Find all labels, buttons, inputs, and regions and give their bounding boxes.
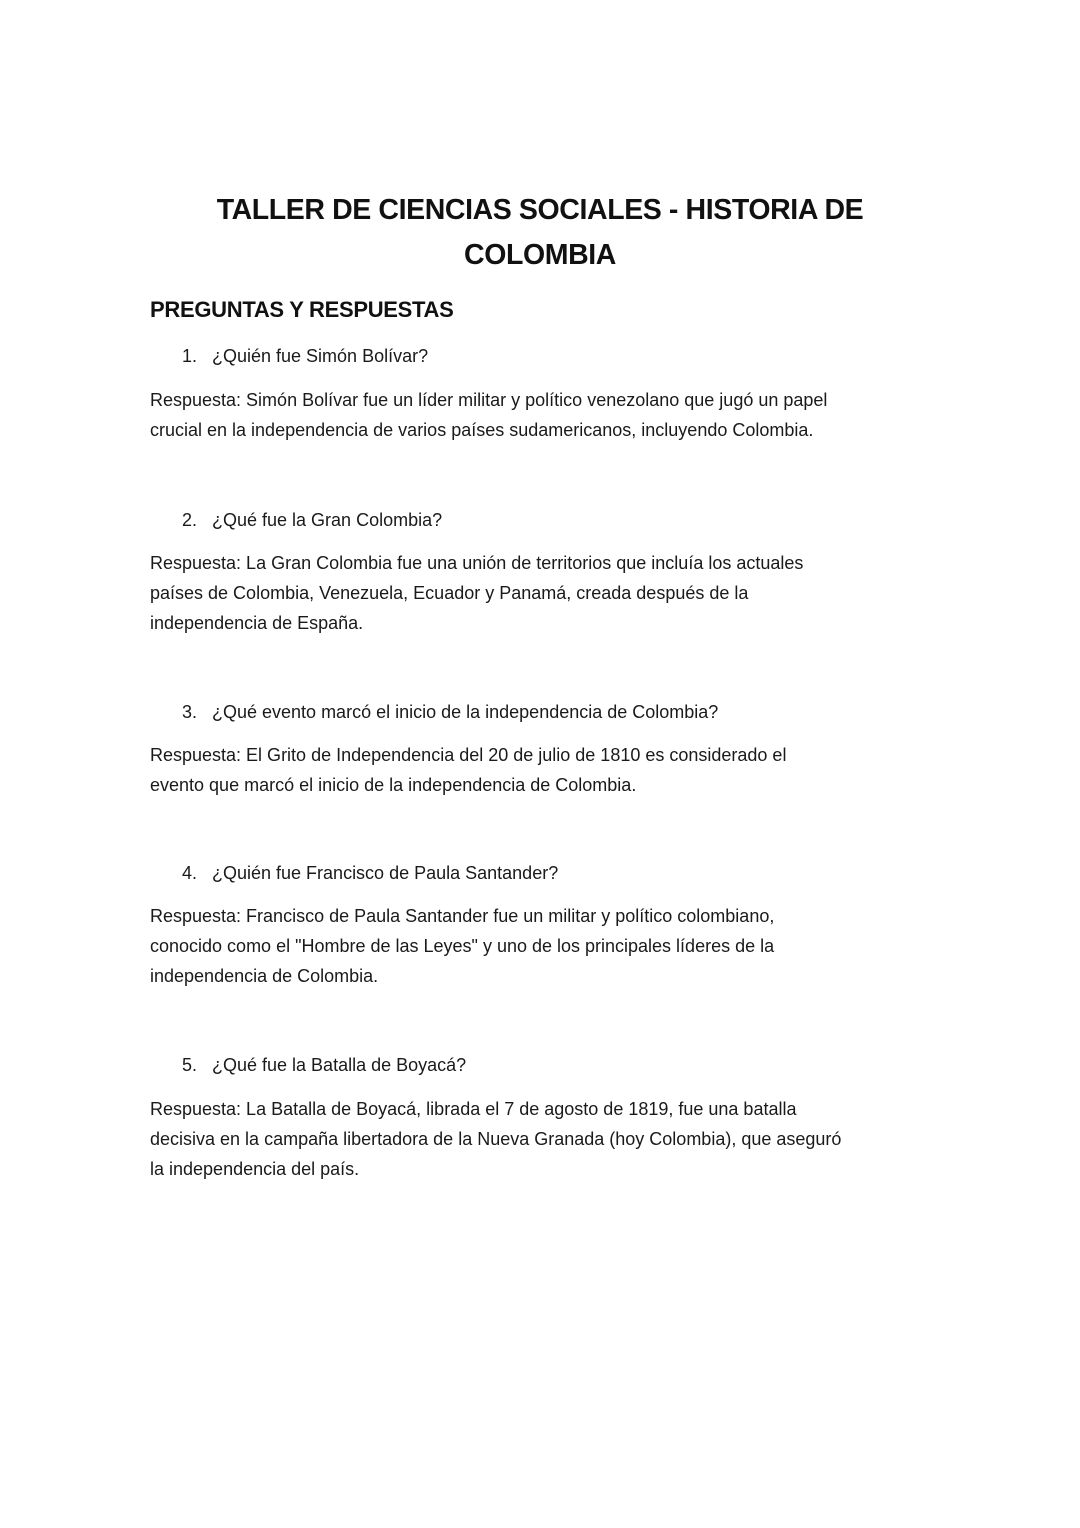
answer-1 (150, 385, 940, 445)
answer-3 (150, 740, 940, 800)
question-text: ¿Quién fue Francisco de Paula Santander? (212, 863, 559, 883)
answer-2 (150, 548, 940, 639)
answer-line: países de Colombia, Venezuela, Ecuador y Panamá, creada después de la (150, 583, 749, 604)
question-text: ¿Qué fue la Gran Colombia? (212, 510, 443, 530)
answer-4 (150, 901, 940, 992)
answer-line: la independencia del país. (150, 1159, 360, 1180)
title-line-1: TALLER DE CIENCIAS SOCIALES - HISTORIA DE (216, 194, 864, 226)
answer-line: Respuesta: La Gran Colombia fue una unión de territorios que incluía los actuales (150, 553, 804, 573)
question-text: ¿Qué evento marcó el inicio de la independencia de Colombia? (212, 702, 719, 722)
answer-line: independencia de España. (150, 613, 364, 634)
question-5 (182, 1050, 466, 1080)
answer-line: decisiva en la campaña libertadora de la Nueva Granada (hoy Colombia), que aseguró (150, 1129, 842, 1150)
question-2 (182, 505, 442, 535)
answer-line: Respuesta: El Grito de Independencia del 20 de julio de 1810 es considerado el (150, 745, 787, 765)
question-number: 2. (182, 510, 198, 530)
question-number: 1. (182, 346, 198, 366)
question-4 (182, 858, 558, 888)
title-line-2: COLOMBIA (464, 239, 616, 271)
question-number: 4. (182, 863, 198, 883)
answer-line: evento que marcó el inicio de la independencia de Colombia. (150, 775, 637, 796)
answer-line: independencia de Colombia. (150, 966, 379, 987)
answer-line: Respuesta: La Batalla de Boyacá, librada el 7 de agosto de 1819, fue una batalla (150, 1099, 797, 1119)
question-1 (182, 341, 428, 371)
answer-line: crucial en la independencia de varios países sudamericanos, incluyendo Colombia. (150, 420, 814, 441)
question-text: ¿Qué fue la Batalla de Boyacá? (212, 1055, 467, 1075)
answer-line: Respuesta: Simón Bolívar fue un líder militar y político venezolano que jugó un papel (150, 390, 828, 410)
answer-line: conocido como el "Hombre de las Leyes" y uno de los principales líderes de la (150, 936, 775, 957)
document-title (150, 188, 930, 278)
question-3 (182, 697, 718, 727)
question-text: ¿Quién fue Simón Bolívar? (212, 346, 429, 366)
section-heading: PREGUNTAS Y RESPUESTAS (150, 297, 454, 322)
question-number: 3. (182, 702, 198, 722)
question-number: 5. (182, 1055, 198, 1075)
answer-5 (150, 1094, 940, 1185)
answer-line: Respuesta: Francisco de Paula Santander fue un militar y político colombiano, (150, 906, 775, 926)
